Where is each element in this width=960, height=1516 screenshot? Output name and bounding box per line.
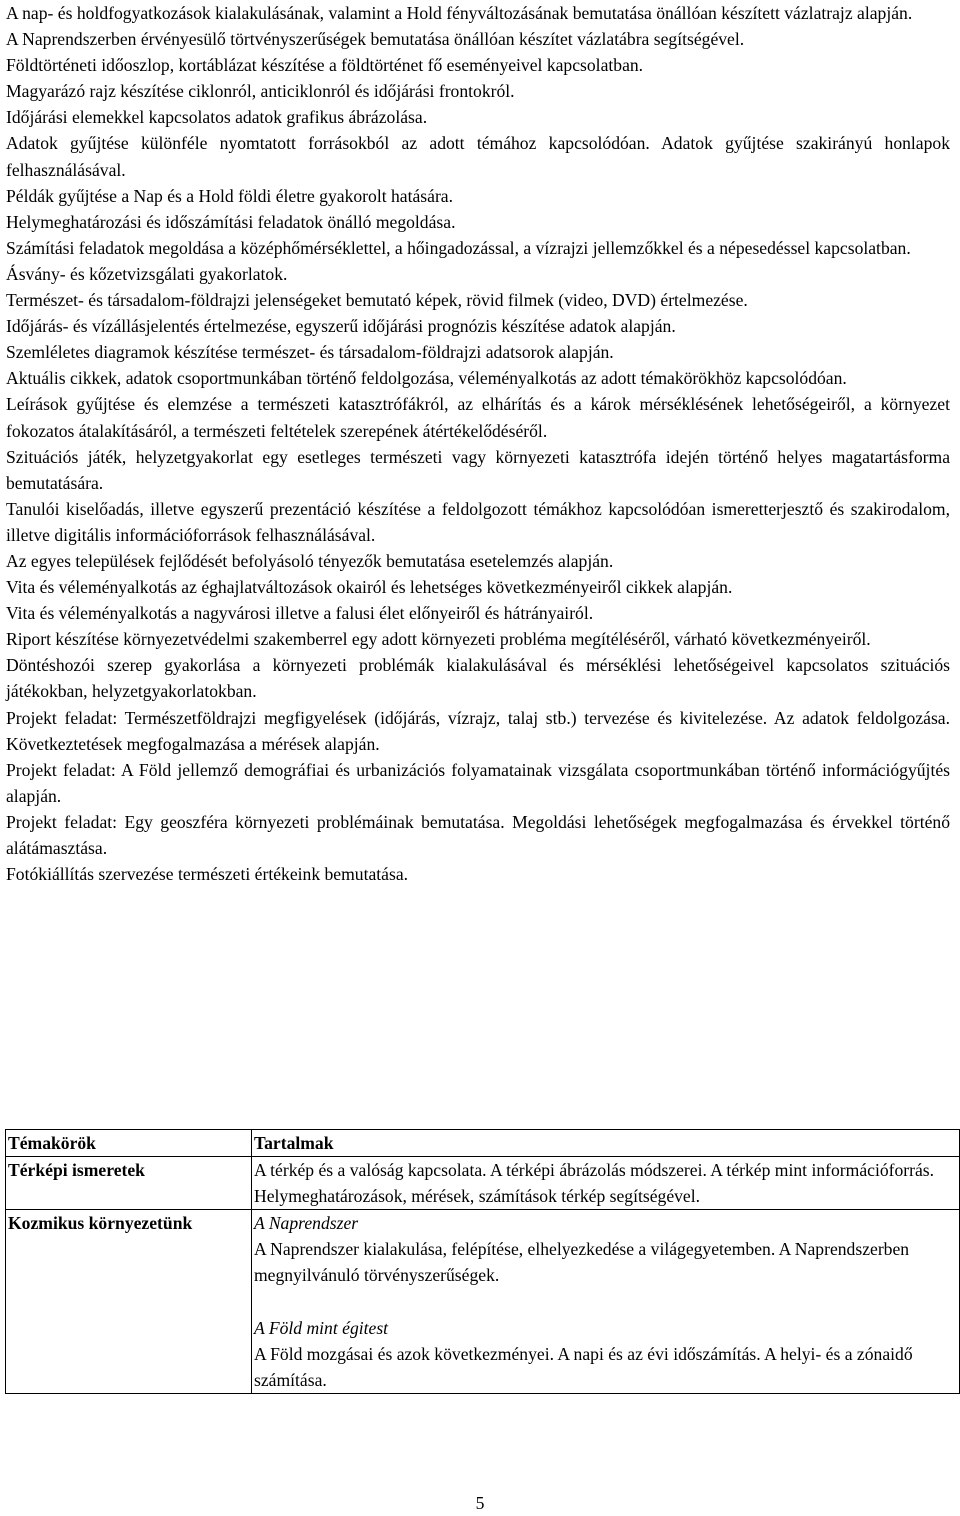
paragraph: Adatok gyűjtése különféle nyomtatott forrásokból az adott témához kapcsolódóan. Adatok gyűjtése szakirányú honlapok felhasználásával. — [6, 133, 950, 180]
subtopic-text: A Föld mozgásai és azok következményei. A napi és az évi időszámítás. A helyi- és a zónaidő számítása. — [254, 1343, 913, 1390]
table-header-row — [6, 1130, 960, 1157]
paragraph: Leírások gyűjtése és elemzése a természeti katasztrófákról, az elhárítás és a károk mérséklésének lehetőségeiről, a környezet fokozatos átalakításáról, a természeti feltételek szerepének átértékelődéséről. — [6, 394, 950, 441]
paragraph: Szituációs játék, helyzetgyakorlat egy esetleges természeti vagy környezeti katasztrófa idején történő helyes magatartásforma bemutatására. — [6, 446, 950, 493]
paragraph: Projekt feladat: A Föld jellemző demográfiai és urbanizációs folyamatainak vizsgálata csoportmunkában történő információgyűjtés alapján. — [6, 759, 950, 806]
subtopic-title: A Föld mint égitest — [254, 1317, 389, 1338]
paragraph: Időjárási elemekkel kapcsolatos adatok grafikus ábrázolása. — [6, 107, 428, 128]
paragraph: A nap- és holdfogyatkozások kialakulásának, valamint a Hold fényváltozásának bemutatása önállóan készített vázlatrajz alapján. — [6, 3, 913, 23]
paragraph: Időjárás- és vízállásjelentés értelmezése, egyszerű időjárási prognózis készítése adatok alapján. — [6, 316, 676, 337]
paragraph: A Naprendszerben érvényesülő törtvényszerűségek bemutatása önállóan készítet vázlatábra segítségével. — [6, 29, 745, 50]
paragraph: Természet- és társadalom-földrajzi jelenségeket bemutató képek, rövid filmek (video, DVD) értelmezése. — [6, 290, 748, 311]
paragraph: Projekt feladat: Egy geoszféra környezeti problémáinak bemutatása. Megoldási lehetőségek megfogalmazása és érvekkel történő alátámasztása. — [6, 811, 950, 858]
paragraph: Vita és véleményalkotás a nagyvárosi illetve a falusi élet előnyeiről és hátrányairól. — [6, 603, 594, 624]
paragraph: Ásvány- és kőzetvizsgálati gyakorlatok. — [6, 263, 288, 284]
subtopic-text: A Naprendszer kialakulása, felépítése, elhelyezkedése a világegyetemben. A Naprendszerben megnyilvánuló törvényszerűségek. — [254, 1239, 910, 1286]
activity-list — [6, 0, 950, 887]
paragraph: Aktuális cikkek, adatok csoportmunkában történő feldolgozása, véleményalkotás az adott témakörökhöz kapcsolódóan. — [6, 368, 847, 389]
paragraph: Magyarázó rajz készítése ciklonról, anticiklonról és időjárási frontokról. — [6, 81, 515, 102]
content-cell — [252, 1210, 960, 1394]
page-number: 5 — [475, 1493, 485, 1513]
spacer — [254, 1289, 958, 1315]
paragraph: Helymeghatározási és időszámítási feladatok önálló megoldása. — [6, 211, 456, 232]
paragraph: Példák gyűjtése a Nap és a Hold földi életre gyakorolt hatására. — [6, 185, 454, 206]
paragraph: Vita és véleményalkotás az éghajlatváltozások okairól és lehetséges következményeiről cikkek alapján. — [6, 577, 733, 598]
paragraph: Földtörténeti időoszlop, kortáblázat készítése a földtörténet fő eseményeivel kapcsolatban. — [6, 55, 644, 76]
header-cell-contents: Tartalmak — [252, 1130, 960, 1157]
header-cell-topics: Témakörök — [6, 1130, 252, 1157]
paragraph: Fotókiállítás szervezése természeti értékeink bemutatása. — [6, 864, 409, 885]
paragraph: Számítási feladatok megoldása a középhőmérséklettel, a hőingadozással, a vízrajzi jellemzőkkel és a népesedéssel kapcsolatban. — [6, 237, 911, 258]
paragraph: Az egyes települések fejlődését befolyásoló tényezők bemutatása esetelemzés alapján. — [6, 550, 614, 571]
topic-cell: Térképi ismeretek — [6, 1157, 252, 1210]
table-row — [6, 1210, 960, 1394]
topic-cell: Kozmikus környezetünk — [6, 1210, 252, 1394]
subtopic-title: A Naprendszer — [254, 1213, 359, 1234]
paragraph: Riport készítése környezetvédelmi szakemberrel egy adott környezeti probléma megítéléséről, várható következményeiről. — [6, 629, 871, 650]
topics-table — [5, 1129, 960, 1394]
paragraph: Tanulói kiselőadás, illetve egyszerű prezentáció készítése a feldolgozott témákhoz kapcsolódóan ismeretterjesztő és szakirodalom, illetve digitális információforrások felhasználásával. — [6, 498, 950, 545]
content-cell: A térkép és a valóság kapcsolata. A térképi ábrázolás módszerei. A térkép mint információforrás. Helymeghatározások, mérések, számítások térkép segítségével. — [252, 1157, 960, 1210]
paragraph: Döntéshozói szerep gyakorlása a környezeti problémák kialakulásával és mérséklési lehetőségeivel kapcsolatos szituációs játékokban, helyzetgyakorlatokban. — [6, 655, 950, 702]
paragraph: Projekt feladat: Természetföldrajzi megfigyelések (időjárás, vízrajz, talaj stb.) tervezése és kivitelezése. Az adatok feldolgozása. Következtetések megfogalmazása a mérések alapján. — [6, 707, 950, 754]
paragraph: Szemléletes diagramok készítése természet- és társadalom-földrajzi adatsorok alapján. — [6, 342, 614, 363]
table-row — [6, 1157, 960, 1210]
